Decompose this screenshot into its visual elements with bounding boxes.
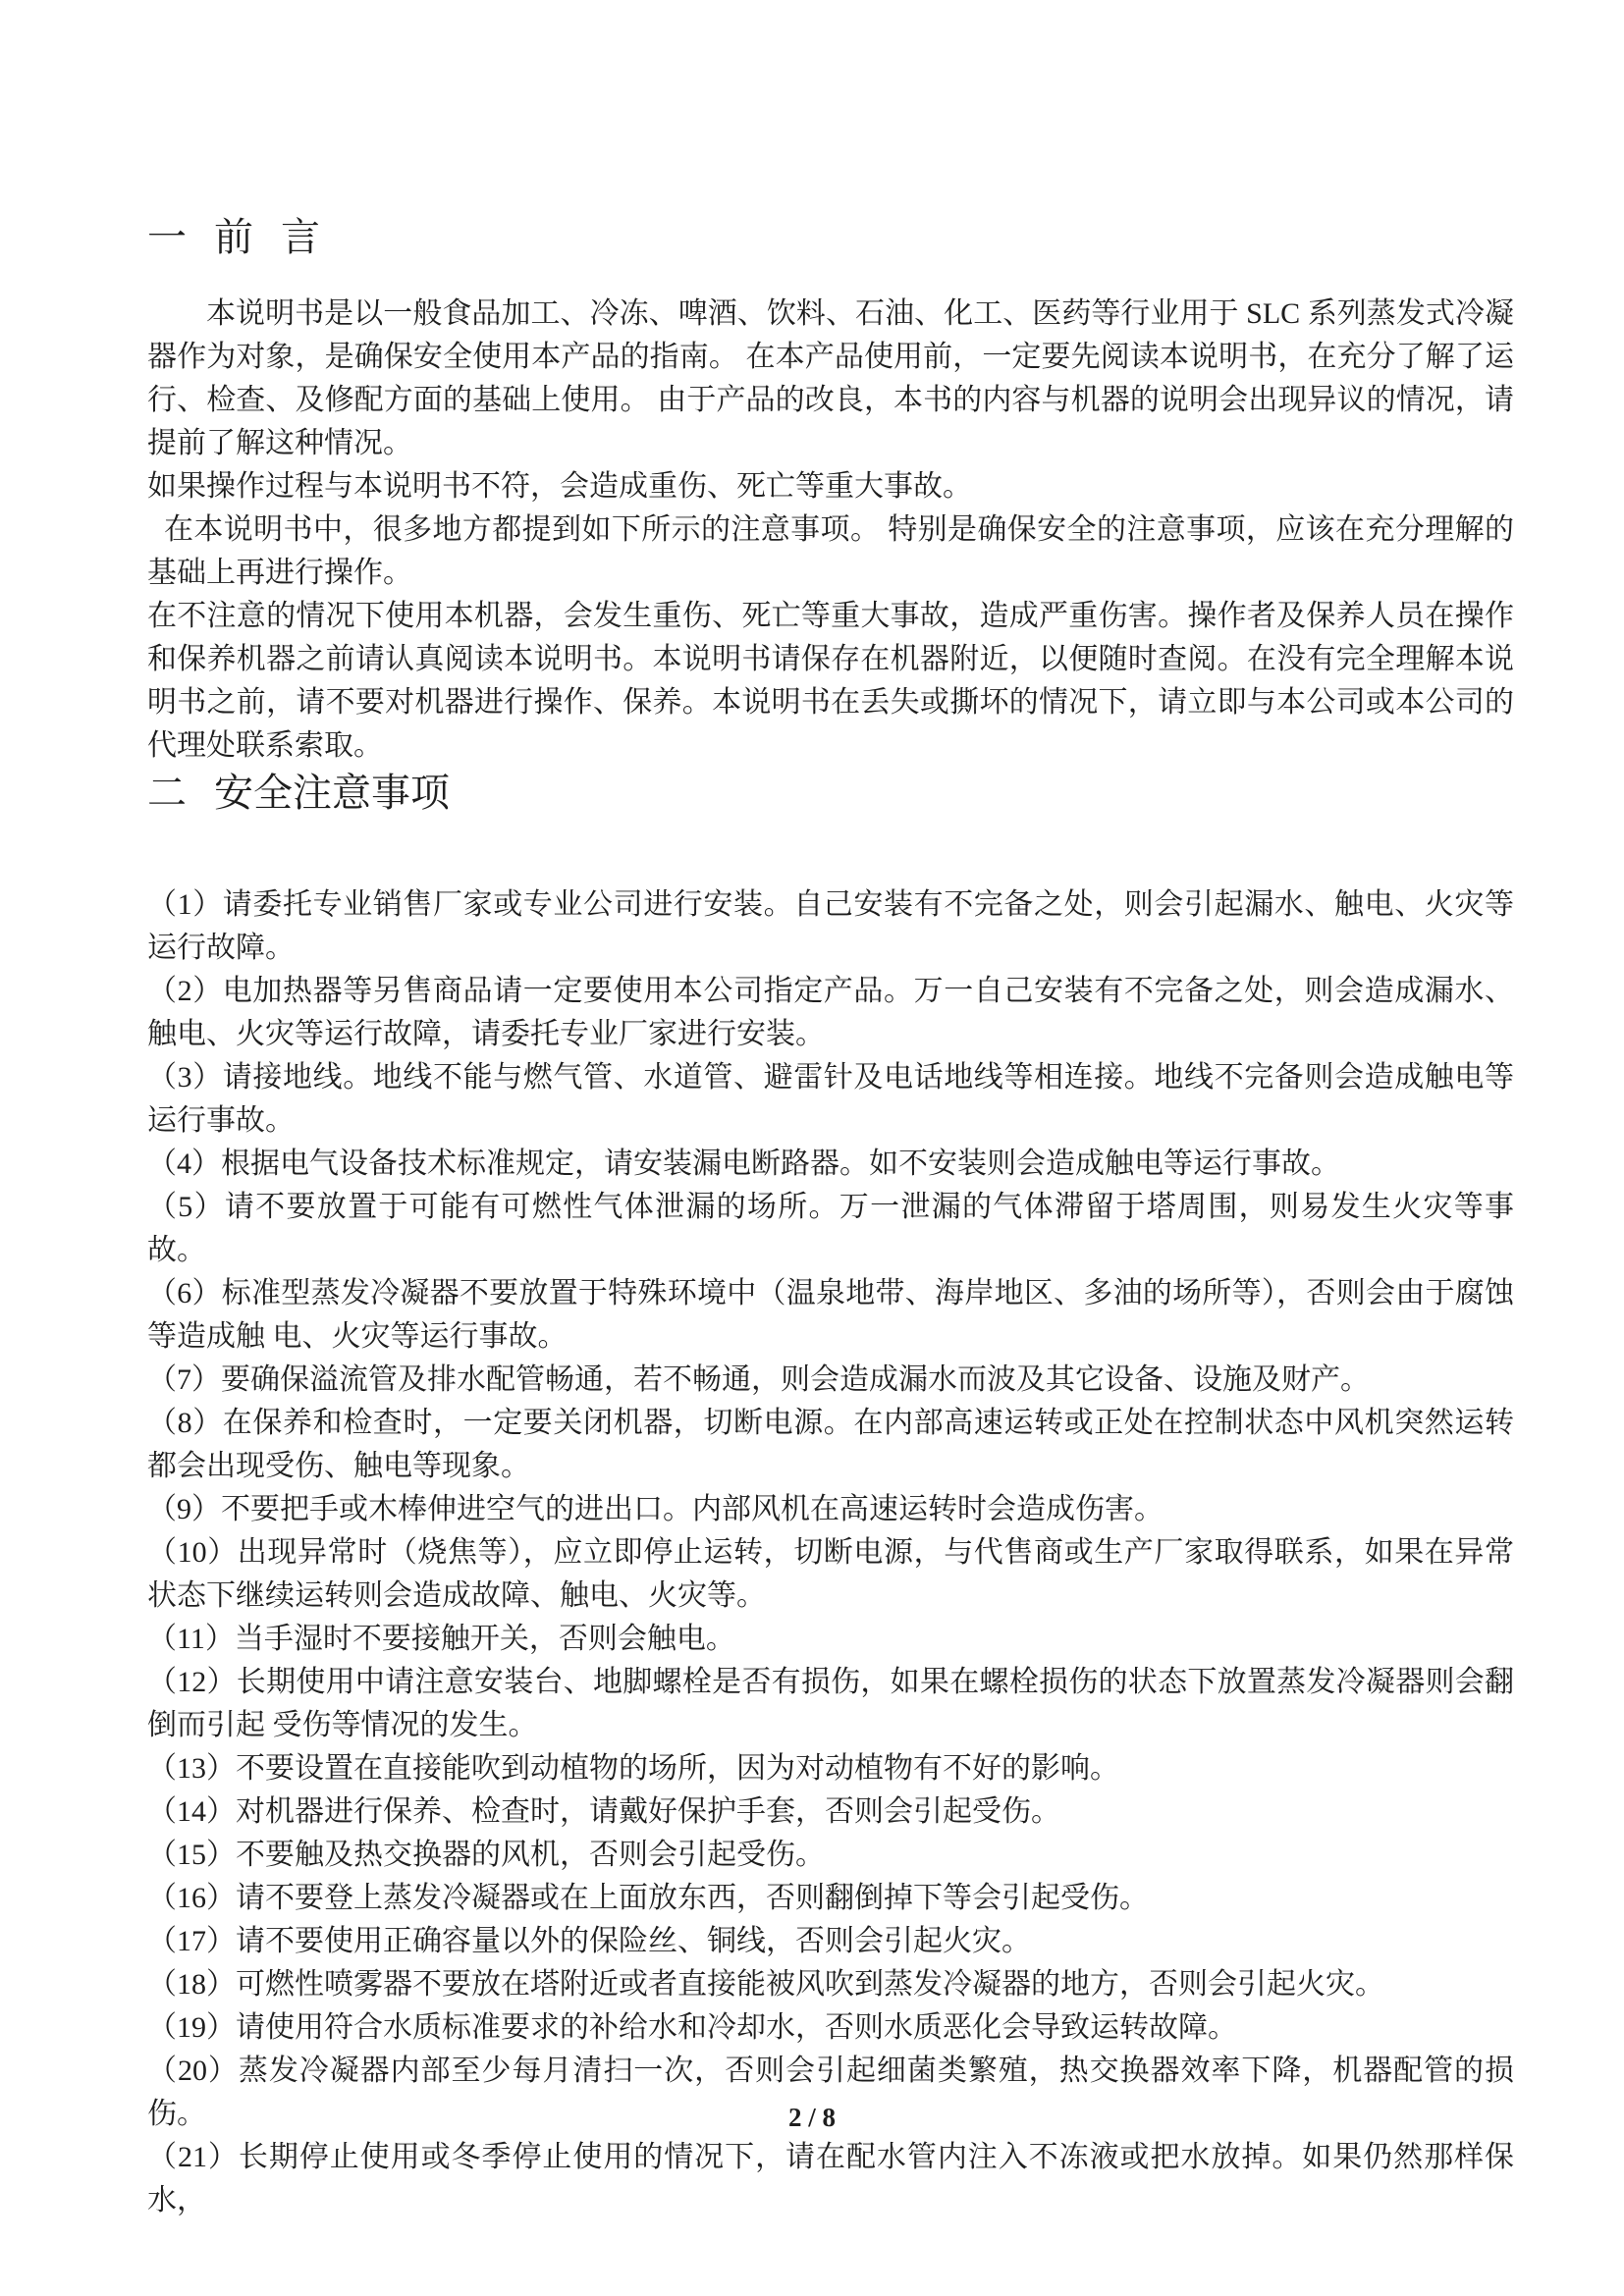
safety-item: （18）可燃性喷雾器不要放在塔附近或者直接能被风吹到蒸发冷凝器的地方，否则会引起火灾。 [147,1968,1384,2001]
safety-item: （19）请使用符合水质标准要求的补给水和冷却水，否则水质恶化会导致运转故障。 [147,2011,1237,2044]
safety-item-list [147,883,1514,2222]
safety-item: （10）出现异常时（烧焦等），应立即停止运转，切断电源，与代售商或生产厂家取得联系，如果在异常状态下继续运转则会造成故障、触电、火灾等。 [147,1536,1514,1612]
safety-item: （17）请不要使用正确容量以外的保险丝、铜线，否则会引起火灾。 [147,1925,1031,1957]
page-content [147,214,1514,2222]
safety-item: （14）对机器进行保养、检查时，请戴好保护手套，否则会引起受伤。 [147,1795,1060,1828]
safety-item: （8）在保养和检查时，一定要关闭机器，切断电源。在内部高速运转或正处在控制状态中风机突然运转都会出现受伤、触电等现象。 [147,1407,1514,1482]
safety-item: （16）请不要登上蒸发冷凝器或在上面放东西，否则翻倒掉下等会引起受伤。 [147,1882,1149,1914]
safety-item: （3）请接地线。地线不能与燃气管、水道管、避雷针及电话地线等相连接。地线不完备则会造成触电等运行事故。 [147,1061,1514,1137]
safety-item: （15）不要触及热交换器的风机，否则会引起受伤。 [147,1839,825,1871]
safety-item: （5）请不要放置于可能有可燃性气体泄漏的场所。万一泄漏的气体滞留于塔周围，则易发生火灾等事故。 [147,1191,1514,1266]
safety-item: （21）长期停止使用或冬季停止使用的情况下，请在配水管内注入不冻液或把水放掉。如果仍然那样保水， [147,2141,1514,2216]
preface-paragraph: 如果操作过程与本说明书不符，会造成重伤、死亡等重大事故。 [147,470,972,503]
safety-item: （9）不要把手或木棒伸进空气的进出口。内部风机在高速运转时会造成伤害。 [147,1493,1164,1525]
safety-item: （7）要确保溢流管及排水配管畅通，若不畅通，则会造成漏水而波及其它设备、设施及财产。 [147,1363,1370,1396]
safety-item: （1）请委托专业销售厂家或专业公司进行安装。自己安装有不完备之处，则会引起漏水、触电、火灾等运行故障。 [147,888,1514,964]
safety-item: （13）不要设置在直接能吹到动植物的场所，因为对动植物有不好的影响。 [147,1752,1119,1785]
safety-item: （11）当手湿时不要接触开关，否则会触电。 [147,1623,735,1655]
safety-item: （20）蒸发冷凝器内部至少每月清扫一次，否则会引起细菌类繁殖，热交换器效率下降，机器配管的损伤。 [147,2055,1514,2130]
section-title-preface: 一 前 言 [147,215,320,259]
safety-item: （12）长期使用中请注意安装台、地脚螺栓是否有损伤，如果在螺栓损伤的状态下放置蒸发冷凝器则会翻倒而引起 受伤等情况的发生。 [147,1666,1514,1741]
preface-paragraph: 本说明书是以一般食品加工、冷冻、啤酒、饮料、石油、化工、医药等行业用于 SLC 系列蒸发式冷凝器作为对象，是确保安全使用本产品的指南。 在本产品使用前，一定要先阅读本说明书，在充分了解了运行、检查、及修配方面的基础上使用。 由于产品的改良，本书的内容与机器的说明会出现异议的情况，请提前了解这种情况。 [147,297,1514,459]
preface-paragraph: 在本说明书中，很多地方都提到如下所示的注意事项。 特别是确保安全的注意事项，应该在充分理解的基础上再进行操作。 [147,513,1514,589]
safety-item: （4）根据电气设备技术标准规定，请安装漏电断路器。如不安装则会造成触电等运行事故。 [147,1148,1340,1180]
page-number: 2 / 8 [787,2103,836,2132]
section-title-safety: 二 安全注意事项 [147,771,450,815]
safety-item: （2）电加热器等另售商品请一定要使用本公司指定产品。万一自己安装有不完备之处，则会造成漏水、触电、火灾等运行故障，请委托专业厂家进行安装。 [147,975,1514,1050]
safety-item: （6）标准型蒸发冷凝器不要放置于特殊环境中（温泉地带、海岸地区、多油的场所等），否则会由于腐蚀等造成触 电、火灾等运行事故。 [147,1277,1514,1353]
preface-paragraph: 在不注意的情况下使用本机器，会发生重伤、死亡等重大事故，造成严重伤害。操作者及保养人员在操作和保养机器之前请认真阅读本说明书。本说明书请保存在机器附近，以便随时查阅。在没有完全理解本说明书之前，请不要对机器进行操作、保养。本说明书在丢失或撕坏的情况下，请立即与本公司或本公司的代理处联系索取。 [147,600,1514,762]
